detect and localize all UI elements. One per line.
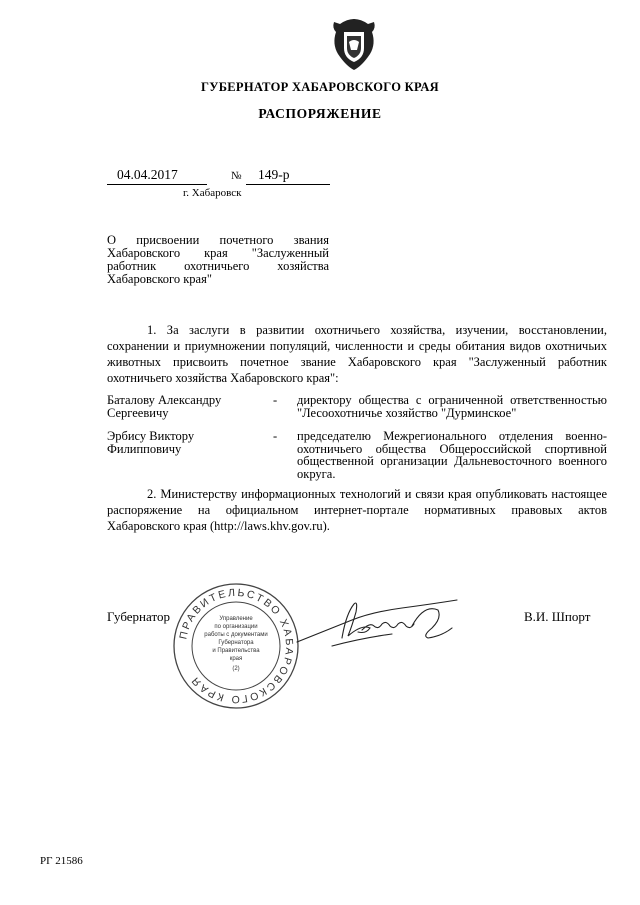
awardee-row [107, 429, 607, 481]
number-sign: № [231, 170, 242, 182]
signatory-position: Губернатор [107, 609, 170, 624]
number-field [246, 167, 330, 185]
paragraph-2: 2. Министерству информационных технологий и связи края опубликовать настоящее распоряжение на официальном интернет-портале нормативных правовых актов Хабаровского края (http://laws.khv.gov.ru). [107, 487, 607, 533]
handwritten-signature [292, 594, 462, 654]
stamp-line: и Правительства [212, 648, 260, 654]
stamp-line: края [229, 656, 243, 662]
awardee-dash: - [273, 429, 278, 443]
awardee-name: Эрбису Виктору Филипповичу [107, 429, 195, 456]
stamp-line: Управление [219, 616, 253, 622]
document-type: РАСПОРЯЖЕНИЕ [258, 106, 382, 121]
issuing-authority: ГУБЕРНАТОР ХАБАРОВСКОГО КРАЯ [200, 80, 440, 94]
awardee-name: Баталову Александру Сергеевичу [107, 393, 222, 420]
awardee-description: директору общества с ограниченной ответственностью "Лесоохотничье хозяйство "Дурминское" [297, 393, 607, 420]
official-stamp [172, 582, 300, 710]
document-date: 04.04.2017 [117, 167, 178, 182]
stamp-ring-text: ПРАВИТЕЛЬСТВО ХАБАРОВСКОГО КРАЯ [177, 586, 296, 706]
awardee-dash: - [273, 393, 278, 407]
awardee-description: председателю Межрегионального отделения военно-охотничьего общества Общероссийской спортивной общественной организации Дальневосточного военного округа. [297, 429, 607, 481]
coat-of-arms-icon [330, 14, 378, 72]
stamp-line: работы с документами [204, 632, 268, 638]
stamp-line: Губернатора [218, 640, 254, 646]
stamp-line: по организации [214, 624, 258, 630]
stamp-line: (2) [232, 666, 240, 672]
signatory-name: В.И. Шпорт [524, 609, 591, 624]
document-subject: О присвоении почетного звания Хабаровского края "Заслуженный работник охотничьего хозяйства Хабаровского края" [107, 233, 329, 286]
paragraph-1: 1. За заслуги в развитии охотничьего хозяйства, изучении, восстановлении, сохранении и приумножении популяций, численности и среды обитания видов охотничьих животных присвоить почетное звание Хабаровского края "Заслуженный работник охотничьего хозяйства Хабаровского края": [107, 323, 607, 385]
awardee-row [107, 394, 607, 424]
document-number: 149-р [258, 167, 290, 182]
date-field [107, 167, 207, 185]
city: г. Хабаровск [183, 187, 242, 199]
registration-number: РГ 21586 [40, 855, 83, 867]
